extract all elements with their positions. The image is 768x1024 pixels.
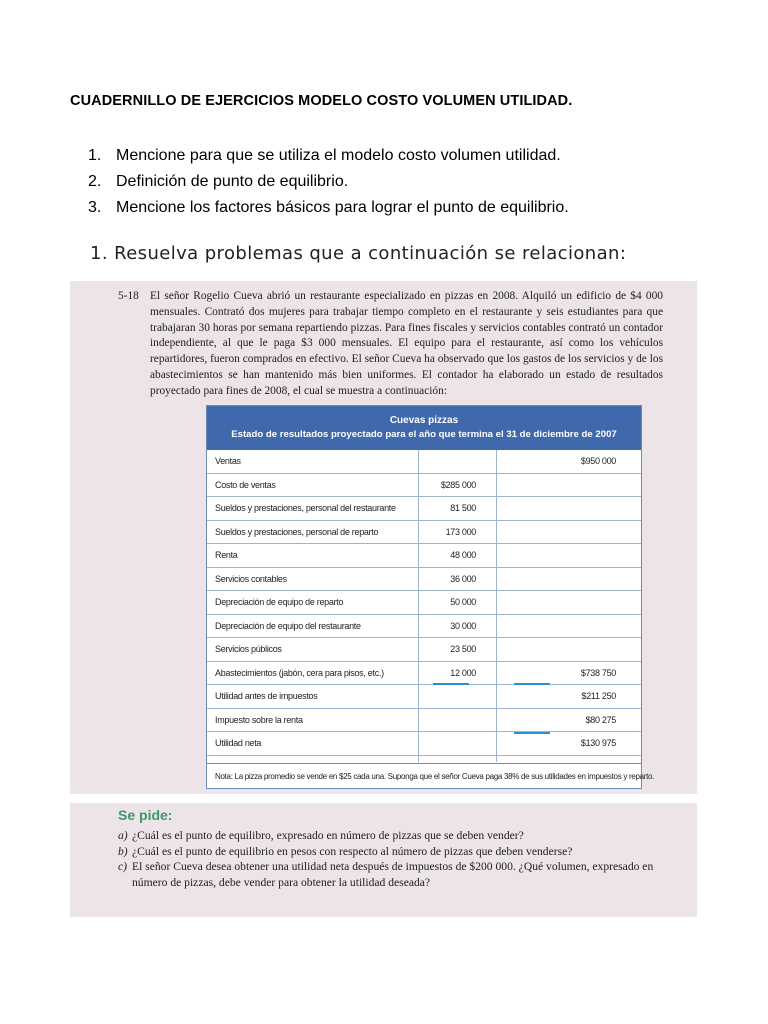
problem-statement <box>118 289 663 400</box>
row-total: $738 750 <box>580 667 616 678</box>
table-row <box>207 615 641 639</box>
question-item: 2. Definición de punto de equilibrio. <box>88 173 349 190</box>
problem-number: 5-18 <box>118 290 139 302</box>
requirements-panel <box>70 803 697 917</box>
row-amount: 36 000 <box>450 573 476 584</box>
row-label: Abastecimientos (jabón, cera para pisos, etc.) <box>215 667 384 678</box>
row-amount: 50 000 <box>450 597 476 607</box>
column-divider <box>418 450 419 762</box>
row-label: Depreciación de equipo del restaurante <box>215 620 361 631</box>
row-total: $130 975 <box>580 738 616 748</box>
table-subtitle: Estado de resultados proyectado para el año que termina el 31 de diciembre de 2007 <box>231 429 617 440</box>
table-row <box>207 638 641 662</box>
table-row <box>207 497 641 521</box>
requirement-item: a) ¿Cuál es el punto de equilibro, expresado en número de pizzas que se deben vender? <box>118 829 524 842</box>
table-row <box>207 732 641 756</box>
row-label: Costo de ventas <box>215 479 276 490</box>
row-amount: 173 000 <box>445 526 476 537</box>
table-row <box>207 591 641 615</box>
subtotal-underline <box>514 683 550 685</box>
se-pide-heading: Se pide: <box>118 807 173 823</box>
problem-text: El señor Rogelio Cueva abrió un restaurante especializado en pizzas en 2008. Alquiló un edificio de $4 000 mensuales. Contrató dos mujeres para trabajar tiempo completo en el restaurante y seis estudiantes para que trabajaran 30 horas por semana repartiendo pizzas. Para fines fiscales y servicios contables contrató un contador independiente, al que le paga $3 000 mensuales. El equipo para el restaurante, así como los vehículos repartidores, fueron comprados en efectivo. El señor Cueva ha observado que los gastos de los servicios y de los abastecimientos se han mantenido más bien uniformes. El contador ha elaborado un estado de resultados proyectado para fines de 2008, el cual se muestra a continuación: <box>150 290 663 397</box>
row-label: Utilidad neta <box>215 738 262 748</box>
table-row <box>207 662 641 686</box>
row-label: Servicios públicos <box>215 644 282 654</box>
row-amount: $285 000 <box>440 479 476 490</box>
problem-panel <box>70 281 697 794</box>
table-row <box>207 474 641 498</box>
table-row <box>207 544 641 568</box>
table-row <box>207 568 641 592</box>
subtotal-underline <box>433 683 469 685</box>
row-label: Renta <box>215 550 238 560</box>
document-title: CUADERNILLO DE EJERCICIOS MODELO COSTO VOLUMEN UTILIDAD. <box>70 93 573 109</box>
table-title: Cuevas pizzas <box>389 415 459 426</box>
question-list <box>88 143 569 221</box>
requirements-list <box>118 828 678 890</box>
row-label: Sueldos y prestaciones, personal del restaurante <box>215 503 396 513</box>
column-divider <box>496 450 497 762</box>
table-header <box>207 406 641 450</box>
row-amount: 81 500 <box>450 503 476 513</box>
table-row <box>207 521 641 545</box>
row-label: Servicios contables <box>215 573 287 584</box>
question-item: 3. Mencione los factores básicos para lograr el punto de equilibrio. <box>88 199 569 216</box>
requirement-item: c) El señor Cueva desea obtener una utilidad neta después de impuestos de $200 000. ¿Qué volumen, expresado en número de pizzas, debe vender para obtener la utilidad deseada? <box>118 860 654 889</box>
row-amount: 12 000 <box>450 667 476 678</box>
row-label: Utilidad antes de impuestos <box>215 691 318 701</box>
requirement-item: b) ¿Cuál es el punto de equilibrio en pesos con respecto al número de pizzas que deben venderse? <box>118 844 573 858</box>
row-amount: 30 000 <box>450 620 476 631</box>
question-item: 1. Mencione para que se utiliza el modelo costo volumen utilidad. <box>88 147 561 164</box>
instruction-heading: 1. Resuelva problemas que a continuación se relacionan: <box>90 243 627 264</box>
table-note: Nota: La pizza promedio se vende en $25 cada una. Suponga que el señor Cueva paga 38% de sus utilidades en impuestos y reparto. <box>207 763 641 788</box>
table-row <box>207 709 641 733</box>
row-label: Sueldos y prestaciones, personal de reparto <box>215 526 379 537</box>
row-label: Ventas <box>215 456 241 466</box>
row-label: Depreciación de equipo de reparto <box>215 597 344 607</box>
row-total: $211 250 <box>581 691 616 701</box>
subtotal-underline <box>514 732 550 734</box>
row-amount: 48 000 <box>450 550 476 560</box>
table-row <box>207 450 641 474</box>
table-row <box>207 685 641 709</box>
table-body <box>207 450 641 756</box>
income-statement-table <box>206 405 655 789</box>
row-total: $950 000 <box>580 456 616 466</box>
row-total: $80 275 <box>585 714 616 725</box>
row-amount: 23 500 <box>450 644 476 654</box>
row-label: Impuesto sobre la renta <box>215 714 303 725</box>
